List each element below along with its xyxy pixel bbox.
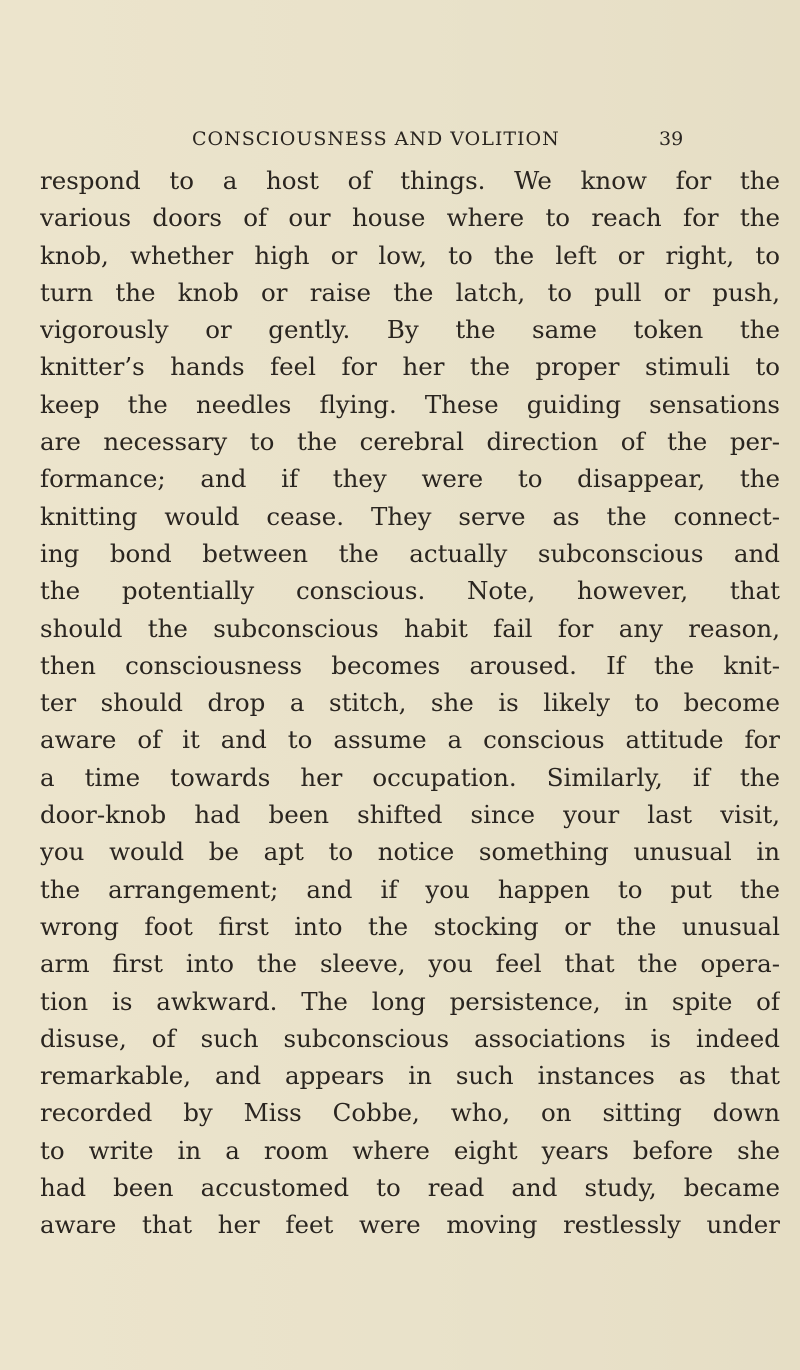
text-line: knitter’s hands feel for her the proper stimuli to bbox=[40, 352, 780, 382]
text-line: respond to a host of things. We know for the bbox=[40, 166, 780, 195]
text-line: are necessary to the cerebral direction of the per- bbox=[40, 427, 780, 457]
text-line: aware that her feet were moving restlessly under bbox=[40, 1210, 780, 1240]
text-line: you would be apt to notice something unusual in bbox=[40, 837, 780, 867]
text-line: keep the needles flying. These guiding sensations bbox=[40, 389, 780, 419]
text-line: had been accustomed to read and study, became bbox=[40, 1173, 780, 1203]
text-line: the arrangement; and if you happen to put the bbox=[40, 874, 780, 904]
text-line: to write in a room where eight years before she bbox=[40, 1135, 780, 1165]
text-line: knitting would cease. They serve as the connect- bbox=[40, 501, 780, 531]
text-line: various doors of our house where to reach for the bbox=[40, 203, 780, 233]
text-line: a time towards her occupation. Similarly, if the bbox=[40, 762, 780, 792]
text-line: the potentially conscious. Note, however, that bbox=[40, 576, 780, 606]
text-line: then consciousness becomes aroused. If the knit- bbox=[40, 650, 780, 680]
text-line: ter should drop a stitch, she is likely to become bbox=[40, 688, 780, 718]
text-line: tion is awkward. The long persistence, in spite of bbox=[40, 986, 780, 1016]
text-line: knob, whether high or low, to the left or right, to bbox=[40, 240, 780, 270]
text-line: vigorously or gently. By the same token the bbox=[40, 315, 780, 345]
running-title: CONSCIOUSNESS AND VOLITION bbox=[192, 128, 560, 150]
text-line: should the subconscious habit fail for any reason, bbox=[40, 613, 780, 643]
page-number: 39 bbox=[659, 128, 684, 150]
text-line: turn the knob or raise the latch, to pull or push, bbox=[40, 277, 780, 307]
text-line: recorded by Miss Cobbe, who, on sitting down bbox=[40, 1098, 780, 1128]
text-line: arm first into the sleeve, you feel that the opera- bbox=[40, 949, 780, 979]
body-text bbox=[40, 162, 780, 1244]
running-head bbox=[0, 128, 800, 158]
text-line: formance; and if they were to disappear, the bbox=[40, 464, 780, 494]
text-line: remarkable, and appears in such instances as that bbox=[40, 1061, 780, 1091]
text-line: wrong foot first into the stocking or the unusual bbox=[40, 911, 780, 941]
text-line: door-knob had been shifted since your last visit, bbox=[40, 800, 780, 830]
text-line: aware of it and to assume a conscious attitude for bbox=[40, 725, 780, 755]
text-line: disuse, of such subconscious associations is indeed bbox=[40, 1023, 780, 1053]
text-line: ing bond between the actually subconscious and bbox=[40, 538, 780, 568]
